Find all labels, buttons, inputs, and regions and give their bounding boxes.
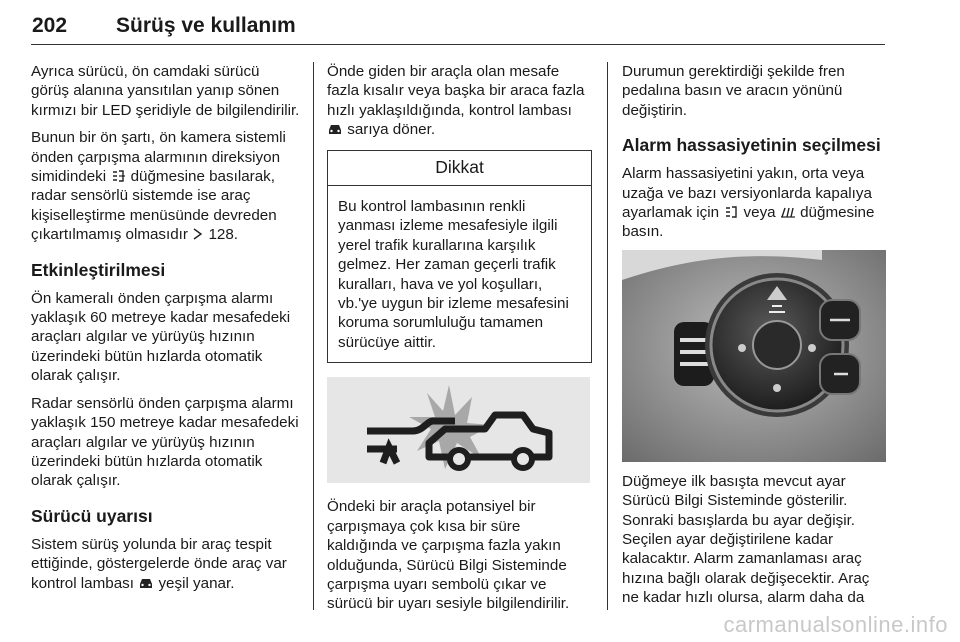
paragraph: Durumun gerektirdiği şekilde fren pedalına basın ve aracın yönünü değiştirin.	[622, 63, 845, 119]
collision-warning-illustration	[327, 377, 590, 483]
column-divider	[313, 62, 314, 610]
section-heading: Etkinleştirilmesi	[31, 259, 166, 280]
steering-wheel-buttons-photo	[622, 250, 886, 462]
watermark: carmanualsonline.info	[723, 612, 948, 637]
column-3	[622, 62, 887, 616]
caution-box	[327, 150, 592, 364]
page-title: Sürüş ve kullanım	[116, 14, 296, 37]
vehicle-ahead-icon	[327, 122, 343, 136]
column-2	[327, 62, 592, 622]
column-1	[31, 62, 301, 601]
caution-title: Dikkat	[328, 151, 591, 186]
gap-setting-alt-icon	[780, 205, 796, 219]
paragraph: Sistem sürüş yolunda bir araç tespit ettiğinde, göstergelerde önde araç var kontrol lambası yeşil yanar.	[31, 535, 287, 592]
paragraph: Ayrıca sürücü, ön camdaki sürücü görüş alanına yansıtılan yanıp sönen kırmızı bir LED şeridiyle de bilgilendirilir.	[31, 63, 300, 119]
column-divider	[607, 62, 608, 610]
caution-body: Bu kontrol lambasının renkli yanması izleme mesafesiyle ilgili yerel trafik kurallarına karşılık gelmez. Her zaman geçerli trafik kuralları, hava ve yol koşulları, vb.'ye uygun bir izleme mesafesini koruma sorumluluğu tamamen sürücüye aittir.	[338, 198, 569, 351]
paragraph: Önde giden bir araçla olan mesafe fazla kısalır veya başka bir araca fazla hızlı yaklaşıldığında, kontrol lambası sarıya döner.	[327, 63, 585, 139]
section-heading: Sürücü uyarısı	[31, 505, 153, 526]
gap-setting-icon	[110, 169, 126, 183]
page-header	[31, 8, 885, 45]
steering-wheel-photo	[622, 250, 886, 462]
collision-warning-icon	[327, 377, 590, 483]
paragraph: Bunun bir ön şartı, ön kamera sistemli önden çarpışma alarmının direksiyon simidindeki düğmesine basılarak, radar sensörlü sistemde ise araç kişiselleştirme menüsünde devreden çıkartılmamış olmasıdır 128.	[31, 129, 286, 244]
section-heading: Alarm hassasiyetinin seçilmesi	[622, 135, 881, 156]
page-number: 202	[32, 14, 68, 37]
paragraph: Ön kameralı önden çarpışma alarmı yaklaşık 60 metreye kadar mesafedeki araçları algılar ve yürüyüş hızının üzerindeki bütün hızlarda otomatik olarak çalışır.	[31, 289, 291, 385]
page-reference-arrow-icon	[192, 227, 204, 241]
paragraph: Düğmeye ilk basışta mevcut ayar Sürücü Bilgi Sisteminde gösterilir. Sonraki basışlarda bu ayar değişir. Seçilen ayar değiştirilene kadar kalacaktır. Alarm zamanlaması araç hızına bağlı olarak değişecektir. Araç ne kadar hızlı olursa, alarm daha da	[622, 472, 870, 607]
vehicle-ahead-icon	[138, 576, 154, 590]
paragraph: Alarm hassasiyetini yakın, orta veya uzağa ve bazı versiyonlarda kapalıya ayarlamak için veya düğmesine basın.	[622, 165, 875, 241]
gap-setting-icon	[723, 205, 739, 219]
paragraph: Radar sensörlü önden çarpışma alarmı yaklaşık 150 metreye kadar mesafedeki araçları algılar ve yürüyüş hızının üzerindeki bütün hızlarda otomatik olarak çalışır.	[31, 394, 299, 490]
paragraph: Öndeki bir araçla potansiyel bir çarpışmaya çok kısa bir süre kaldığında ve çarpışma fazla yakın olduğunda, Sürücü Bilgi Sisteminde çarpışma uyarı sembolü çıkar ve sürücü bir uyarı sesiyle bilgilendirilir.	[327, 498, 570, 613]
